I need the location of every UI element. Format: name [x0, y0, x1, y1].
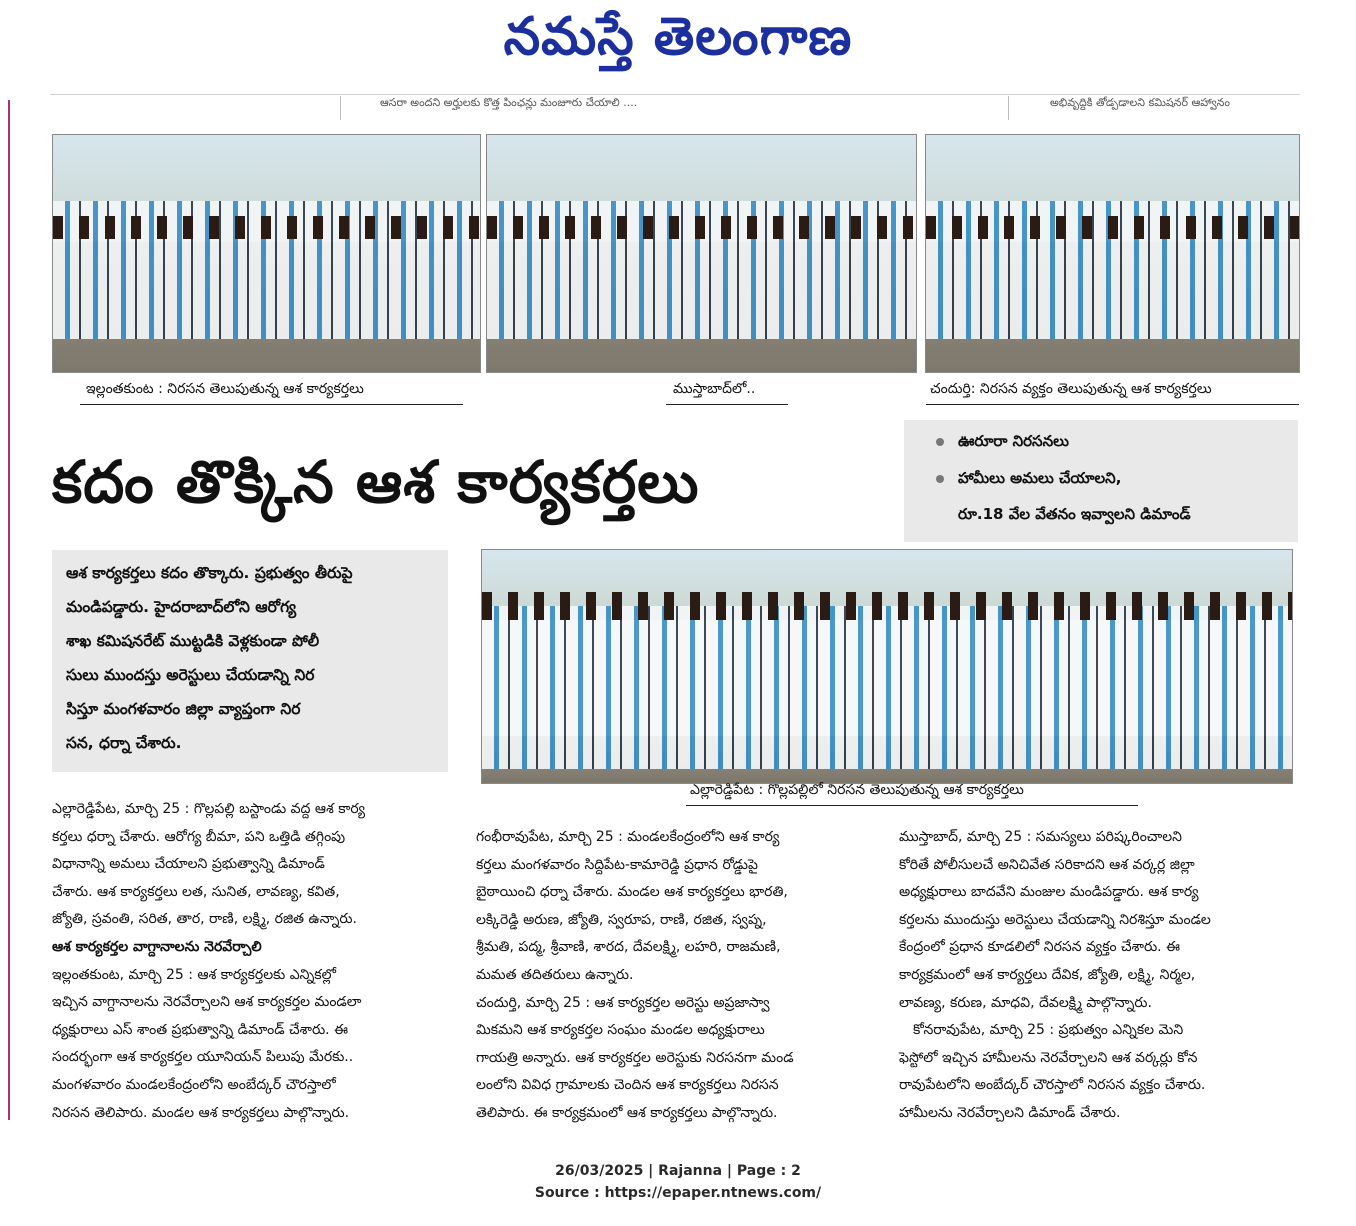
photo-mustabad — [486, 134, 917, 373]
caption-rule — [666, 404, 788, 405]
caption-rule — [686, 805, 1138, 806]
bullet-icon — [936, 475, 944, 483]
intro-summary: ఆశ కార్యకర్తలు కదం తొక్కారు. ప్రభుత్వం తీరుపై మండిపడ్డారు. హైదరాబాద్‌లోని ఆరోగ్య శాఖ కమిషనరేట్ ముట్టడికి వెళ్లకుండా పోలీ సులు ముందస్తు అరెస్టులు చేయడాన్ని నిర సిస్తూ మంగళవారం జిల్లా వ్యాప్తంగా నిర సన, ధర్నా చేశారు. — [52, 550, 448, 772]
masthead — [0, 0, 1356, 80]
photo-caption: ఇల్లంతకుంట : నిరసన తెలుపుతున్న ఆశ కార్యకర్తలు — [86, 381, 364, 397]
highlight-item: రూ.18 వేల వేతనం ఇవ్వాలని డిమాండ్ — [958, 505, 1191, 523]
photo-chandurthi — [925, 134, 1300, 373]
subheading: ఆశ కార్యకర్తల వాగ్దానాలను నెరవేర్చాలి — [52, 938, 262, 955]
edition-info: 26/03/2025 | Rajanna | Page : 2 — [555, 1163, 801, 1179]
highlight-item: హామీలు అమలు చేయాలని, — [936, 469, 1121, 491]
left-margin-rule — [8, 100, 10, 1120]
top-strip-left-text: ఆసరా అందని అర్హులకు కొత్త పింఛన్లు మంజూరు చేయాలి .... — [380, 96, 638, 109]
page-footer — [0, 1160, 1356, 1204]
column-separator — [340, 96, 341, 120]
caption-rule — [926, 404, 1299, 405]
newspaper-logo: నమస్తే తెలంగాణ — [503, 6, 853, 67]
photo-yellareddypet — [481, 549, 1293, 784]
top-strip-right-text: అభివృద్ధికి తోడ్పడాలని కమిషనర్ ఆహ్వానం — [1050, 96, 1230, 109]
highlight-item: ఊరూరా నిరసనలు — [936, 432, 1069, 454]
article-column-1: ఎల్లారెడ్డిపేట, మార్చి 25 : గొల్లపల్లి బస్టాండు వద్ద ఆశ కార్య కర్తలు ధర్నా చేశారు. ఆరోగ్య బీమా, పని ఒత్తిడి తగ్గింపు విధానాన్ని అమలు చేయాలని ప్రభుత్వాన్ని డిమాండ్ చేశారు. ఆశ కార్యకర్తలు లత, సునిత, లావణ్య, కవిత, జ్యోతి, స్రవంతి, సరిత, తార, రాణి, లక్ష్మి, రజిత ఉన్నారు. ఆశ కార్యకర్తల వాగ్దానాలను నెరవేర్చాలి ఇల్లంతకుంట, మార్చి 25 : ఆశ కార్యకర్తలకు ఎన్నికల్లో ఇచ్చిన వాగ్దానాలను నెరవేర్చాలని ఆశ కార్యకర్తల మండలా ధ్యక్షురాలు ఎస్ శాంత ప్రభుత్వాన్ని డిమాండ్ చేశారు. ఈ సందర్భంగా ఆశ కార్యకర్తల యూనియన్ పిలుపు మేరకు.. మంగళవారం మండలకేంద్రంలోని అంబేద్కర్ చౌరస్తాలో నిరసన తెలిపారు. మండల ఆశ కార్యకర్తలు పాల్గొన్నారు. — [52, 796, 450, 1127]
photo-caption: చందుర్తి: నిరసన వ్యక్తం తెలుపుతున్న ఆశ కార్యకర్తలు — [930, 381, 1212, 397]
article-column-2: గంభీరావుపేట, మార్చి 25 : మండలకేంద్రంలోని ఆశ కార్య కర్తలు మంగళవారం సిద్దిపేట-కామారెడ్డి ప్రధాన రోడ్డుపై బైఠాయించి ధర్నా చేశారు. మండల ఆశ కార్యకర్తలు భారతి, లక్కిరెడ్డి అరుణ, జ్యోతి, స్వరూప, రాణి, రజిత, స్వప్న, శ్రీమతి, పద్మ, శ్రీవాణి, శారద, దేవలక్ష్మి, లహరి, రాజమణి, మమత తదితరులు ఉన్నారు. చందుర్తి, మార్చి 25 : ఆశ కార్యకర్తల అరెస్టు అప్రజాస్వా మికమని ఆశ కార్యకర్తల సంఘం మండల అధ్యక్షురాలు గాయత్రి అన్నారు. ఆశ కార్యకర్తల అరెస్టుకు నిరసనగా మండ లంలోని వివిధ గ్రామాలకు చెందిన ఆశ కార్యకర్తలు నిరసన తెలిపారు. ఈ కార్యక్రమంలో ఆశ కార్యకర్తలు పాల్గొన్నారు. — [476, 829, 794, 1121]
caption-rule — [80, 404, 463, 405]
column-separator — [1008, 96, 1009, 120]
photo-caption: ముస్తాబాద్‌లో.. — [673, 381, 756, 397]
article-column-3: ముస్తాబాద్, మార్చి 25 : సమస్యలు పరిష్కరించాలని కోరితే పోలీసులచే అనిచివేత సరికాదని ఆశ వర్కర్ల జిల్లా అధ్యక్షురాలు బాదవేని మంజుల మండిపడ్డారు. ఆశ కార్య కర్తలను ముందుస్తు అరెస్టులు చేయడాన్ని నిరశిస్తూ మండల కేంద్రంలో ప్రధాన కూడలిలో నిరసన వ్యక్తం చేశారు. ఈ కార్యక్రమంలో ఆశ కార్యర్తలు దేవిక, జ్యోతి, లక్ష్మి, నిర్మల, లావణ్య, కరుణ, మాధవి, దేవలక్ష్మి పాల్గొన్నారు. కోనరావుపేట, మార్చి 25 : ప్రభుత్వం ఎన్నికల మెని ఫెస్టోలో ఇచ్చిన హామీలను నెరవేర్చాలని ఆశ వర్కర్లు కోన రావుపేటలోని అంబేద్కర్ చౌరస్తాలో నిరసన వ్యక్తం చేశారు. హామీలను నెరవేర్చాలని డిమాండ్ చేశారు. — [899, 829, 1211, 1121]
photo-caption: ఎల్లారెడ్డిపేట : గొల్లపల్లిలో నిరసన తెలుపుతున్న ఆశ కార్యకర్తలు — [690, 782, 1024, 798]
headline: కదం తొక్కిన ఆశ కార్యకర్తలు — [52, 448, 700, 516]
bullet-icon — [936, 438, 944, 446]
highlights-box — [904, 420, 1298, 542]
source-link[interactable]: Source : https://epaper.ntnews.com/ — [534, 1185, 822, 1201]
photo-illanthakunta — [52, 134, 481, 373]
